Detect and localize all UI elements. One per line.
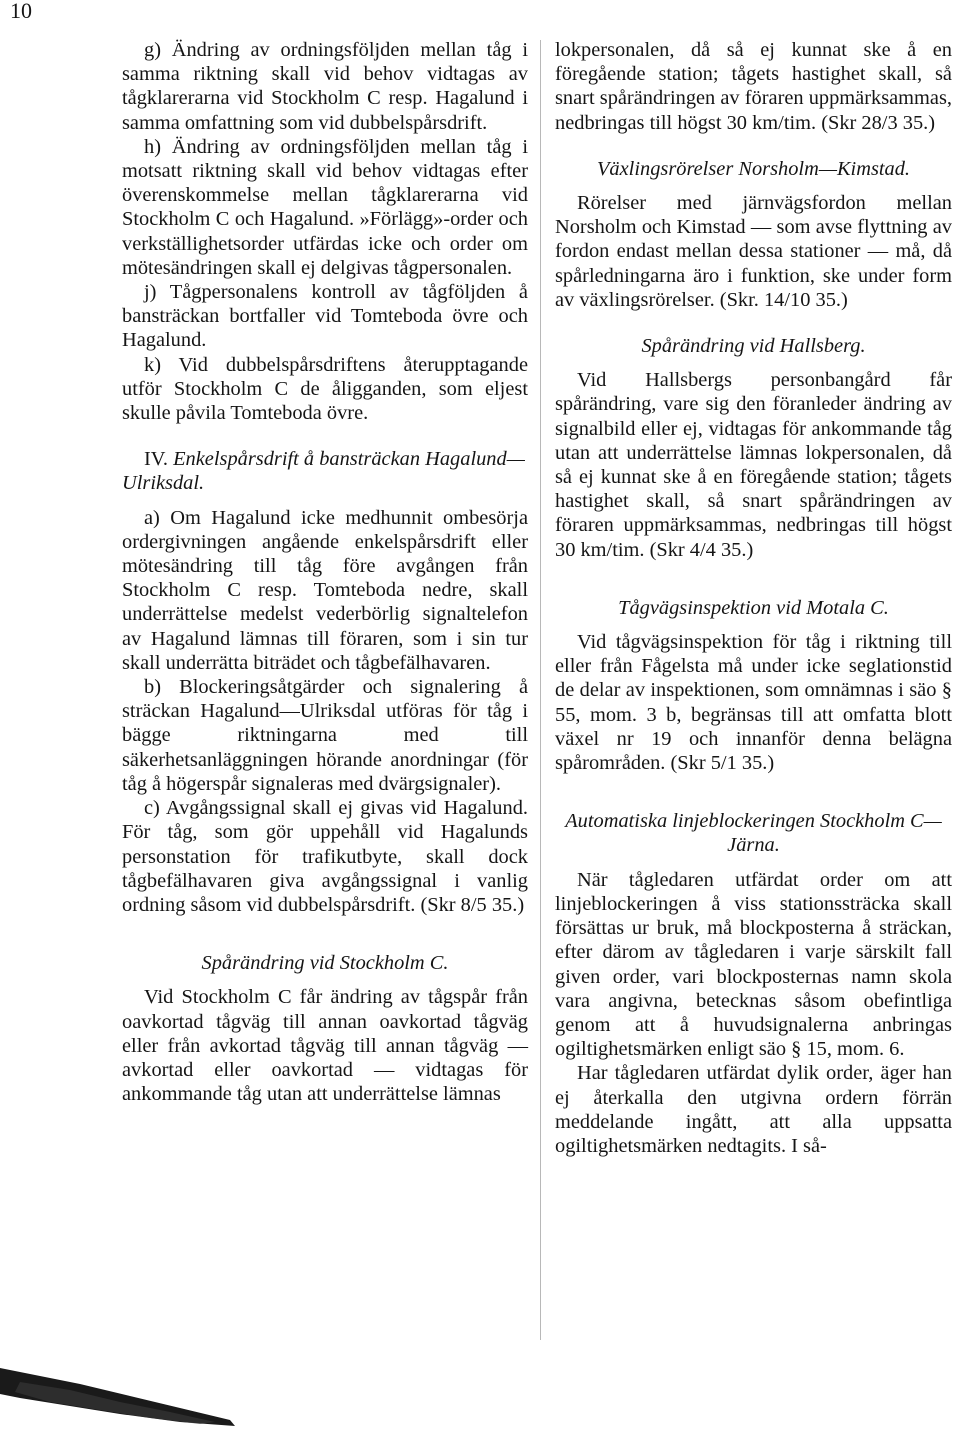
paragraph-continued: lokpersonalen, då så ej kunnat ske å en föregående station; tågets hastighet skall, så snart spårändringen av föraren uppmärksammas, nedbringas till högst 30 km/tim. (Skr 28/3 35.) bbox=[555, 39, 952, 134]
paragraph-motala: Vid tågvägsinspektion för tåg i riktning till eller från Fågelsta må under icke seglationstid de delar av inspektionen, som omnämnas i säo § 55, mom. 3 b, begränsas till att omfatta blott växel nr 19 och innanför denna belägna spårområden. (Skr 5/1 35.) bbox=[555, 631, 952, 775]
left-column bbox=[122, 38, 528, 1106]
heading-sparandring-stockholm: Spårändring vid Stockholm C. bbox=[201, 952, 449, 975]
section-iv-title: Enkelspårsdrift å bansträckan Hagalund—Ulriksdal. bbox=[122, 448, 525, 495]
column-divider bbox=[540, 40, 541, 1340]
paragraph-h: h) Ändring av ordningsföljden mellan tåg i motsatt riktning skall vid behov vidtagas efter överenskommelse mellan tågklarerarna vid Stockholm C och Hagalund. »Förlägg»-order och verkställighetsorder utfärdas icke och order om mötesändringen skall ej delgivas tågpersonalen. bbox=[122, 135, 528, 279]
paragraph-a: a) Om Hagalund icke medhunnit ombesörja ordergivningen angående enkelspårsdrift eller mötesändring till tåg före avgången från Stockholm C resp. Tomteboda nedre, skall underrättelse medelst vederbörlig signaltelefon av Hagalund lämnas till föraren, som i sin tur skall underrätta biträdet och tågbefälhavaren. bbox=[122, 506, 528, 674]
paragraph-vaxlingsrorelser: Rörelser med järnvägsfordon mellan Norsholm och Kimstad — som avse flyttning av fordon endast mellan dessa stationer — må, då spårledningarna äro i funktion, ske under form av växlingsrörelser. (Skr. 14/10 35.) bbox=[555, 192, 952, 311]
paragraph-j: j) Tågpersonalens kontroll av tågföljden å bansträckan bortfaller vid Tomteboda övre och Hagalund. bbox=[122, 281, 528, 352]
paragraph-sparandring-stockholm: Vid Stockholm C får ändring av tågspår från oavkortad tågväg till annan oavkortad tågväg eller från avkortad tågväg till annan tågväg — avkortad eller oavkortad — vidtagas för ankommande tåg utan att underrättelse lämnas bbox=[122, 986, 528, 1106]
paragraph-automatiska-1: När tågledaren utfärdat order om att linjeblockeringen å viss stationssträcka skall försättas ur bruk, må blockposterna å sträckan, efter därom av tågledaren i varje särskilt fall given order, vari blockposternas namn skola vara angivna, betecknas såsom obefintliga genom att å huvudsignalerna anbringas ogiltighetsmärken enligt säo § 15, mom. 6. bbox=[555, 868, 952, 1061]
heading-hallsberg: Spårändring vid Hallsberg. bbox=[641, 335, 866, 358]
paragraph-hallsberg: Vid Hallsbergs personbangård får spårändring, vare sig den föranleder ändring av signalbild eller ej, vidtagas för ankommande tåg utan att underrättelse lämnas lokpersonalen, då så ej kunnat ske å en föregående station; tågets hastighet skall, så snart spårändringen av föraren uppmärksammas, nedbringas till högst 30 km/tim. (Skr 4/4 35.) bbox=[555, 369, 952, 561]
paragraph-g: g) Ändring av ordningsföljden mellan tåg i samma riktning skall vid behov vidtagas av tågklarerarna vid Stockholm C resp. Hagalund i samma omfattning som vid dubbelspårsdrift. bbox=[122, 39, 528, 134]
paragraph-b: b) Blockeringsåtgärder och signalering å sträckan Hagalund—Ulriksdal utföras för tåg i bägge riktningarna med till säkerhetsanläggningen hörande anordningar (för tåg å högerspår signaleras med dvärgsignaler). bbox=[122, 676, 528, 795]
heading-automatiska-linjeblockeringen: Automatiska linjeblockeringen Stockholm C—Järna. bbox=[565, 810, 942, 857]
right-column bbox=[555, 38, 952, 1158]
paragraph-k: k) Vid dubbelspårsdriftens återupptagande utför Stockholm C de åligganden, som eljest skulle påvila Tomteboda övre. bbox=[122, 353, 528, 425]
paragraph-c: c) Avgångssignal skall ej givas vid Hagalund. För tåg, som gör uppehåll vid Hagalunds personstation för trafikutbyte, skall dock tågbefälhavaren giva avgångssignal i vanlig ordning såsom vid dubbelspårsdrift. (Skr 8/5 35.) bbox=[122, 797, 528, 916]
scan-smear-mark bbox=[0, 1362, 240, 1432]
section-iv-number: IV. bbox=[144, 448, 168, 471]
heading-vaxlingsrorelser: Växlingsrörelser Norsholm—Kimstad. bbox=[596, 157, 911, 180]
section-iv-heading bbox=[122, 447, 528, 495]
page-number: 10 bbox=[10, 0, 32, 23]
heading-motala: Tågvägsinspektion vid Motala C. bbox=[618, 596, 889, 619]
paragraph-automatiska-2: Har tågledaren utfärdat dylik order, äger han ej återkalla den utgivna ordern förrän meddelande ingått, att alla uppsatta ogiltighetsmärken nedtagits. I så- bbox=[555, 1062, 952, 1157]
